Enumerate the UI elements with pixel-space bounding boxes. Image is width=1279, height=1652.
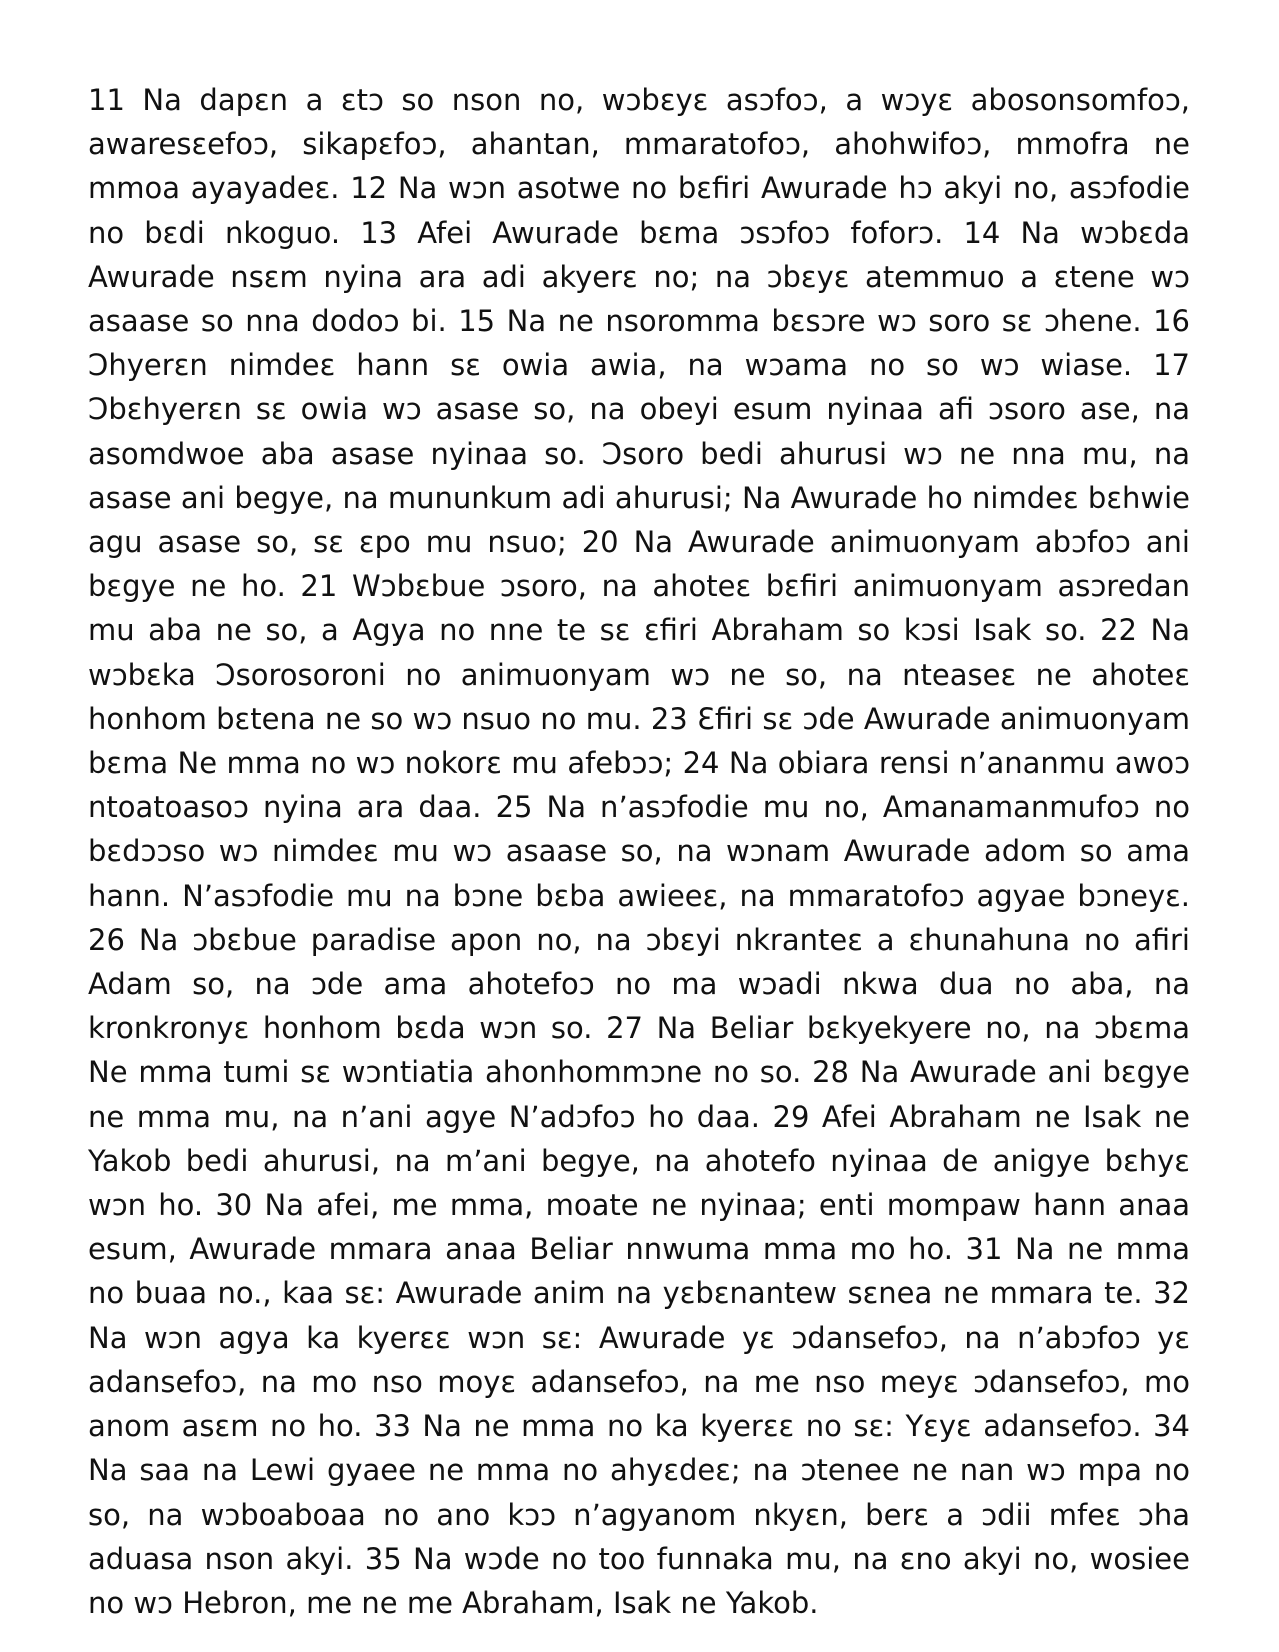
body-paragraph: 11 Na dapɛn a ɛtɔ so nson no, wɔbɛyɛ asɔfoɔ, a wɔyɛ abosonsomfoɔ, awaresɛefoɔ, sikapɛfoɔ, ahantan, mmaratofoɔ, ahohwifoɔ, mmofra ne mmoa ayayadeɛ. 12 Na wɔn asotwe no bɛfiri Awurade hɔ akyi no, asɔfodie no bɛdi nkoguo. 13 Afei Awurade bɛma ɔsɔfoɔ foforɔ. 14 Na wɔbɛda Awurade nsɛm nyina ara adi akyerɛ no; na ɔbɛyɛ atemmuo a ɛtene wɔ asaase so nna dodoɔ bi. 15 Na ne nsoromma bɛsɔre wɔ soro sɛ ɔhene. 16 Ɔhyerɛn nimdeɛ hann sɛ owia awia, na wɔama no so wɔ wiase. 17 Ɔbɛhyerɛn sɛ owia wɔ asase so, na obeyi esum nyinaa afi ɔsoro ase, na asomdwoe aba asase nyinaa so. Ɔsoro bedi ahurusi wɔ ne nna mu, na asase ani begye, na mununkum adi ahurusi; Na Awurade ho nimdeɛ bɛhwie agu asase so, sɛ ɛpo mu nsuo; 20 Na Awurade animuonyam abɔfoɔ ani bɛgye ne ho. 21 Wɔbɛbue ɔsoro, na ahoteɛ bɛfiri animuonyam asɔredan mu aba ne so, a Agya no nne te sɛ ɛfiri Abraham so kɔsi Isak so. 22 Na wɔbɛka Ɔsorosoroni no animuonyam wɔ ne so, na nteaseɛ ne ahoteɛ honhom bɛtena ne so wɔ nsuo no mu. 23 Ɛfiri sɛ ɔde Awurade animuonyam bɛma Ne mma no wɔ nokorɛ mu afebɔɔ; 24 Na obiara rensi n’ananmu awoɔ ntoatoasoɔ nyina ara daa. 25 Na n’asɔfodie mu no, Amanamanmufoɔ no bɛdɔɔso wɔ nimdeɛ mu wɔ asaase so, na wɔnam Awurade adom so ama hann. N’asɔfodie mu na bɔne bɛba awieeɛ, na mmaratofoɔ agyae bɔneyɛ. 26 Na ɔbɛbue paradise apon no, na ɔbɛyi nkranteɛ a ɛhunahuna no afiri Adam so, na ɔde ama ahotefoɔ no ma wɔadi nkwa dua no aba, na kronkronyɛ honhom bɛda wɔn so. 27 Na Beliar bɛkyekyere no, na ɔbɛma Ne mma tumi sɛ wɔntiatia ahonhommɔne no so. 28 Na Awurade ani bɛgye ne mma mu, na n’ani agye N’adɔfoɔ ho daa. 29 Afei Abraham ne Isak ne Yakob bedi ahurusi, na m’ani begye, na ahotefo nyinaa de anigye bɛhyɛ wɔn ho. 30 Na afei, me mma, moate ne nyinaa; enti mompaw hann anaa esum, Awurade mmara anaa Beliar nnwuma mma mo ho. 31 Na ne mma no buaa no., kaa sɛ: Awurade anim na yɛbɛnantew sɛnea ne mmara te. 32 Na wɔn agya ka kyerɛɛ wɔn sɛ: Awurade yɛ ɔdansefoɔ, na n’abɔfoɔ yɛ adansefoɔ, na mo nso moyɛ adansefoɔ, na me nso meyɛ ɔdansefoɔ, mo anom asɛm no ho. 33 Na ne mma no ka kyerɛɛ no sɛ: Yɛyɛ adansefoɔ. 34 Na saa na Lewi gyaee ne mma no ahyɛdeɛ; na ɔtenee ne nan wɔ mpa no so, na wɔboaboaa no ano kɔɔ n’agyanom nkyɛn, berɛ a ɔdii mfeɛ ɔha aduasa nson akyi. 35 Na wɔde no too funnaka mu, na ɛno akyi no, wosiee no wɔ Hebron, me ne me Abraham, Isak ne Yakob. [88, 83, 1190, 1620]
document-page [88, 78, 1190, 1625]
